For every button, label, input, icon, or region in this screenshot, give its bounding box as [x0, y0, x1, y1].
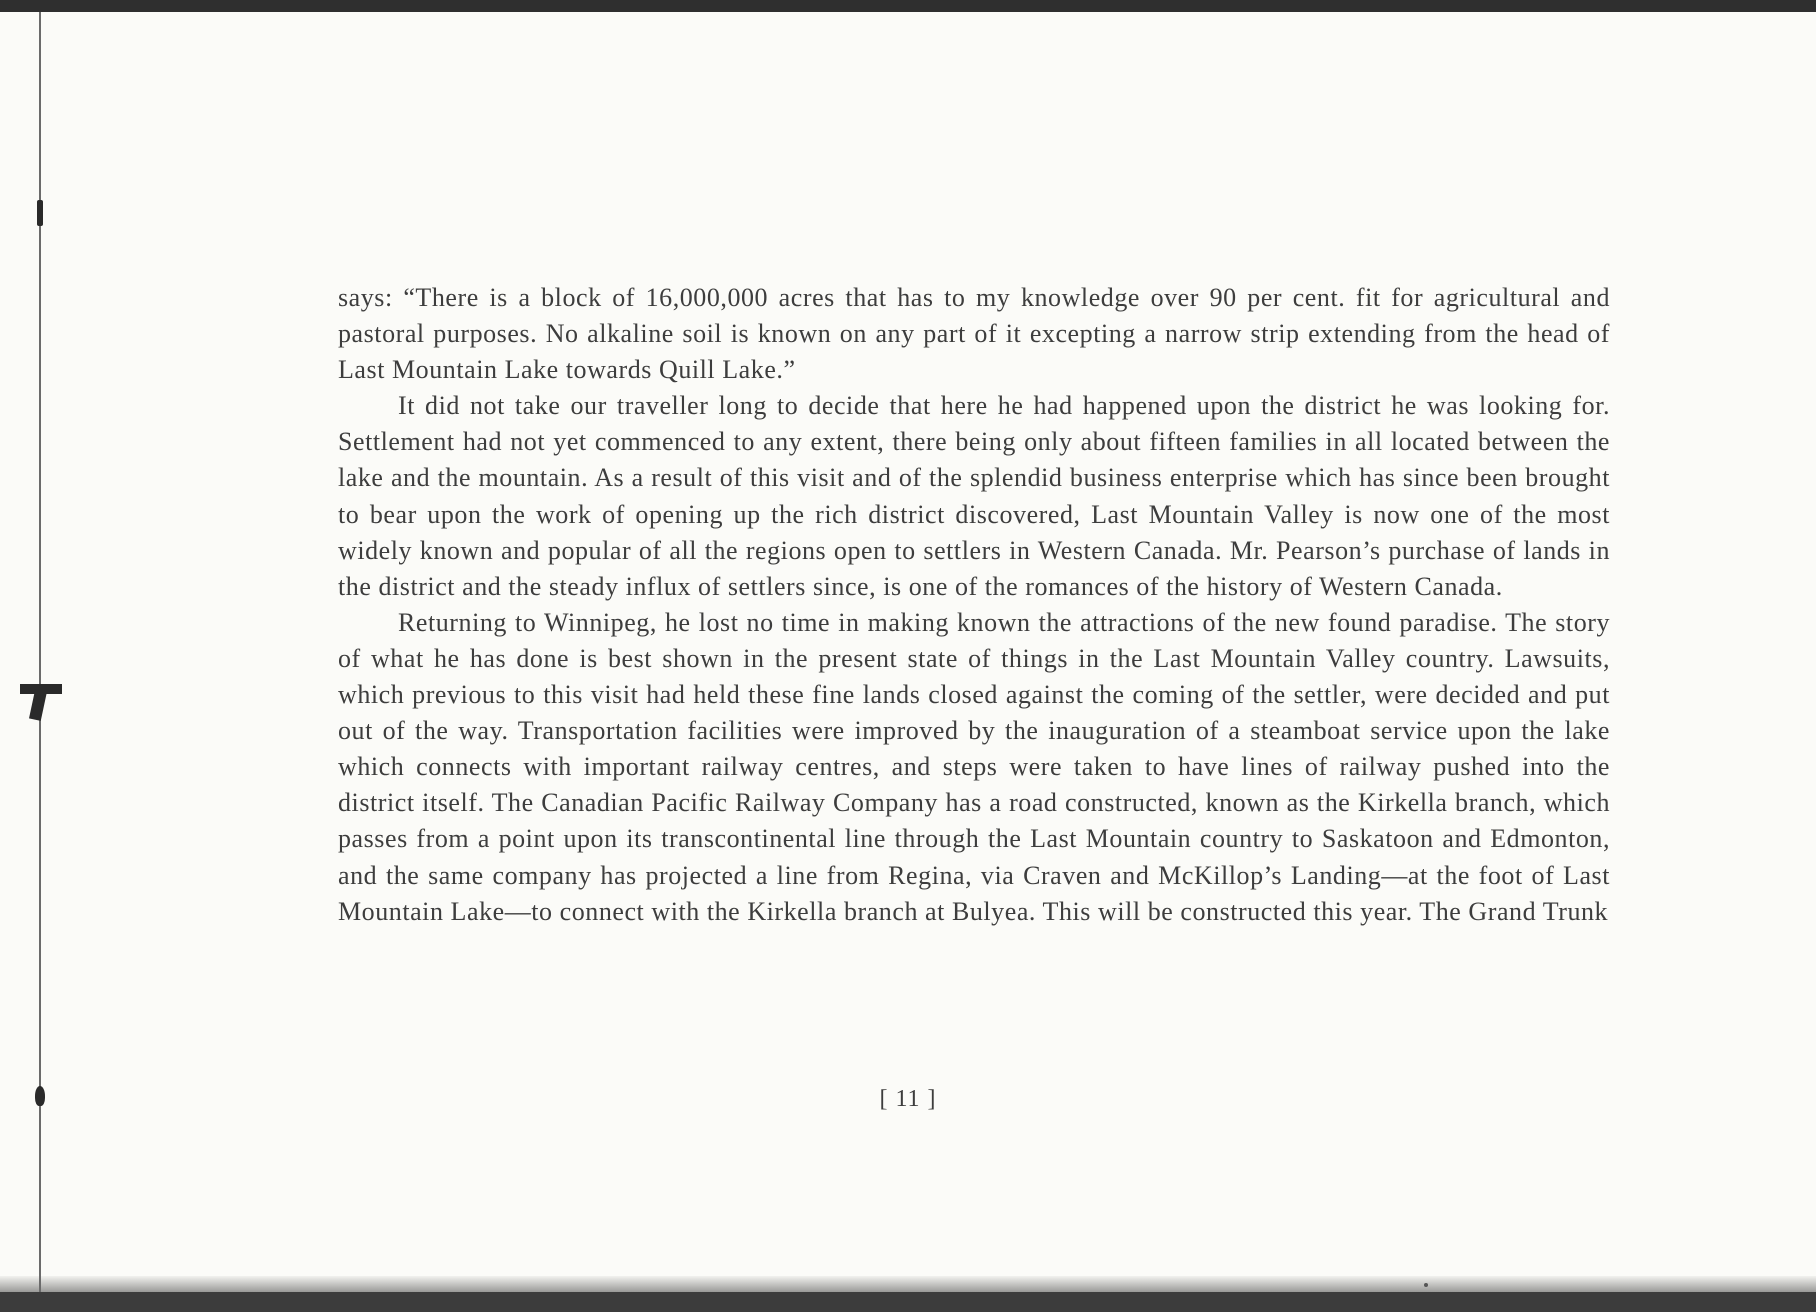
paragraph: It did not take our traveller long to decide that here he had happened upon the district he was looking for. Settlement had not yet commenced to any extent, there being only about fifteen families in all located between the lake and the mountain. As a result of this visit and of the splendid business enterprise which has since been brought to bear upon the work of opening up the rich district discovered, Last Mountain Valley is now one of the most widely known and popular of all the regions open to settlers in Western Canada. Mr. Pearson’s purchase of lands in the district and the steady influx of settlers since, is one of the romances of the history of Western Canada. — [338, 391, 1610, 601]
paragraph: Returning to Winnipeg, he lost no time in making known the attractions of the new found paradise. The story of what he has done is best shown in the present state of things in the Last Mountain Valley country. Lawsuits, which previous to this visit had held these fine lands closed against the coming of the settler, were decided and put out of the way. Transportation facilities were improved by the inauguration of a steamboat service upon the lake which connects with important railway centres, and steps were taken to have lines of railway pushed into the district itself. The Canadian Pacific Railway Company has a road constructed, known as the Kirkella branch, which passes from a point upon its transcontinental line through the Last Mountain country to Saskatoon and Edmonton, and the same company has projected a line from Regina, via Craven and McKillop’s Landing—at the foot of Last Mountain Lake—to connect with the Kirkella branch at Bulyea. This will be constructed this year. The Grand Trunk — [338, 607, 1610, 926]
binding-mark — [37, 200, 43, 226]
body-text — [338, 280, 1610, 930]
bottom-scan-edge — [0, 1292, 1816, 1312]
bottom-page-shadow — [0, 1276, 1816, 1292]
scan-speck — [1424, 1283, 1428, 1287]
paragraph: says: “There is a block of 16,000,000 acres that has to my knowledge over 90 per cent. fit for agricultural and pastoral purposes. No alkaline soil is known on any part of it excepting a narrow strip extending from the head of Last Mountain Lake towards Quill Lake.” — [338, 283, 1610, 385]
page-number: [ 11 ] — [879, 1086, 937, 1112]
top-scan-edge — [0, 0, 1816, 12]
